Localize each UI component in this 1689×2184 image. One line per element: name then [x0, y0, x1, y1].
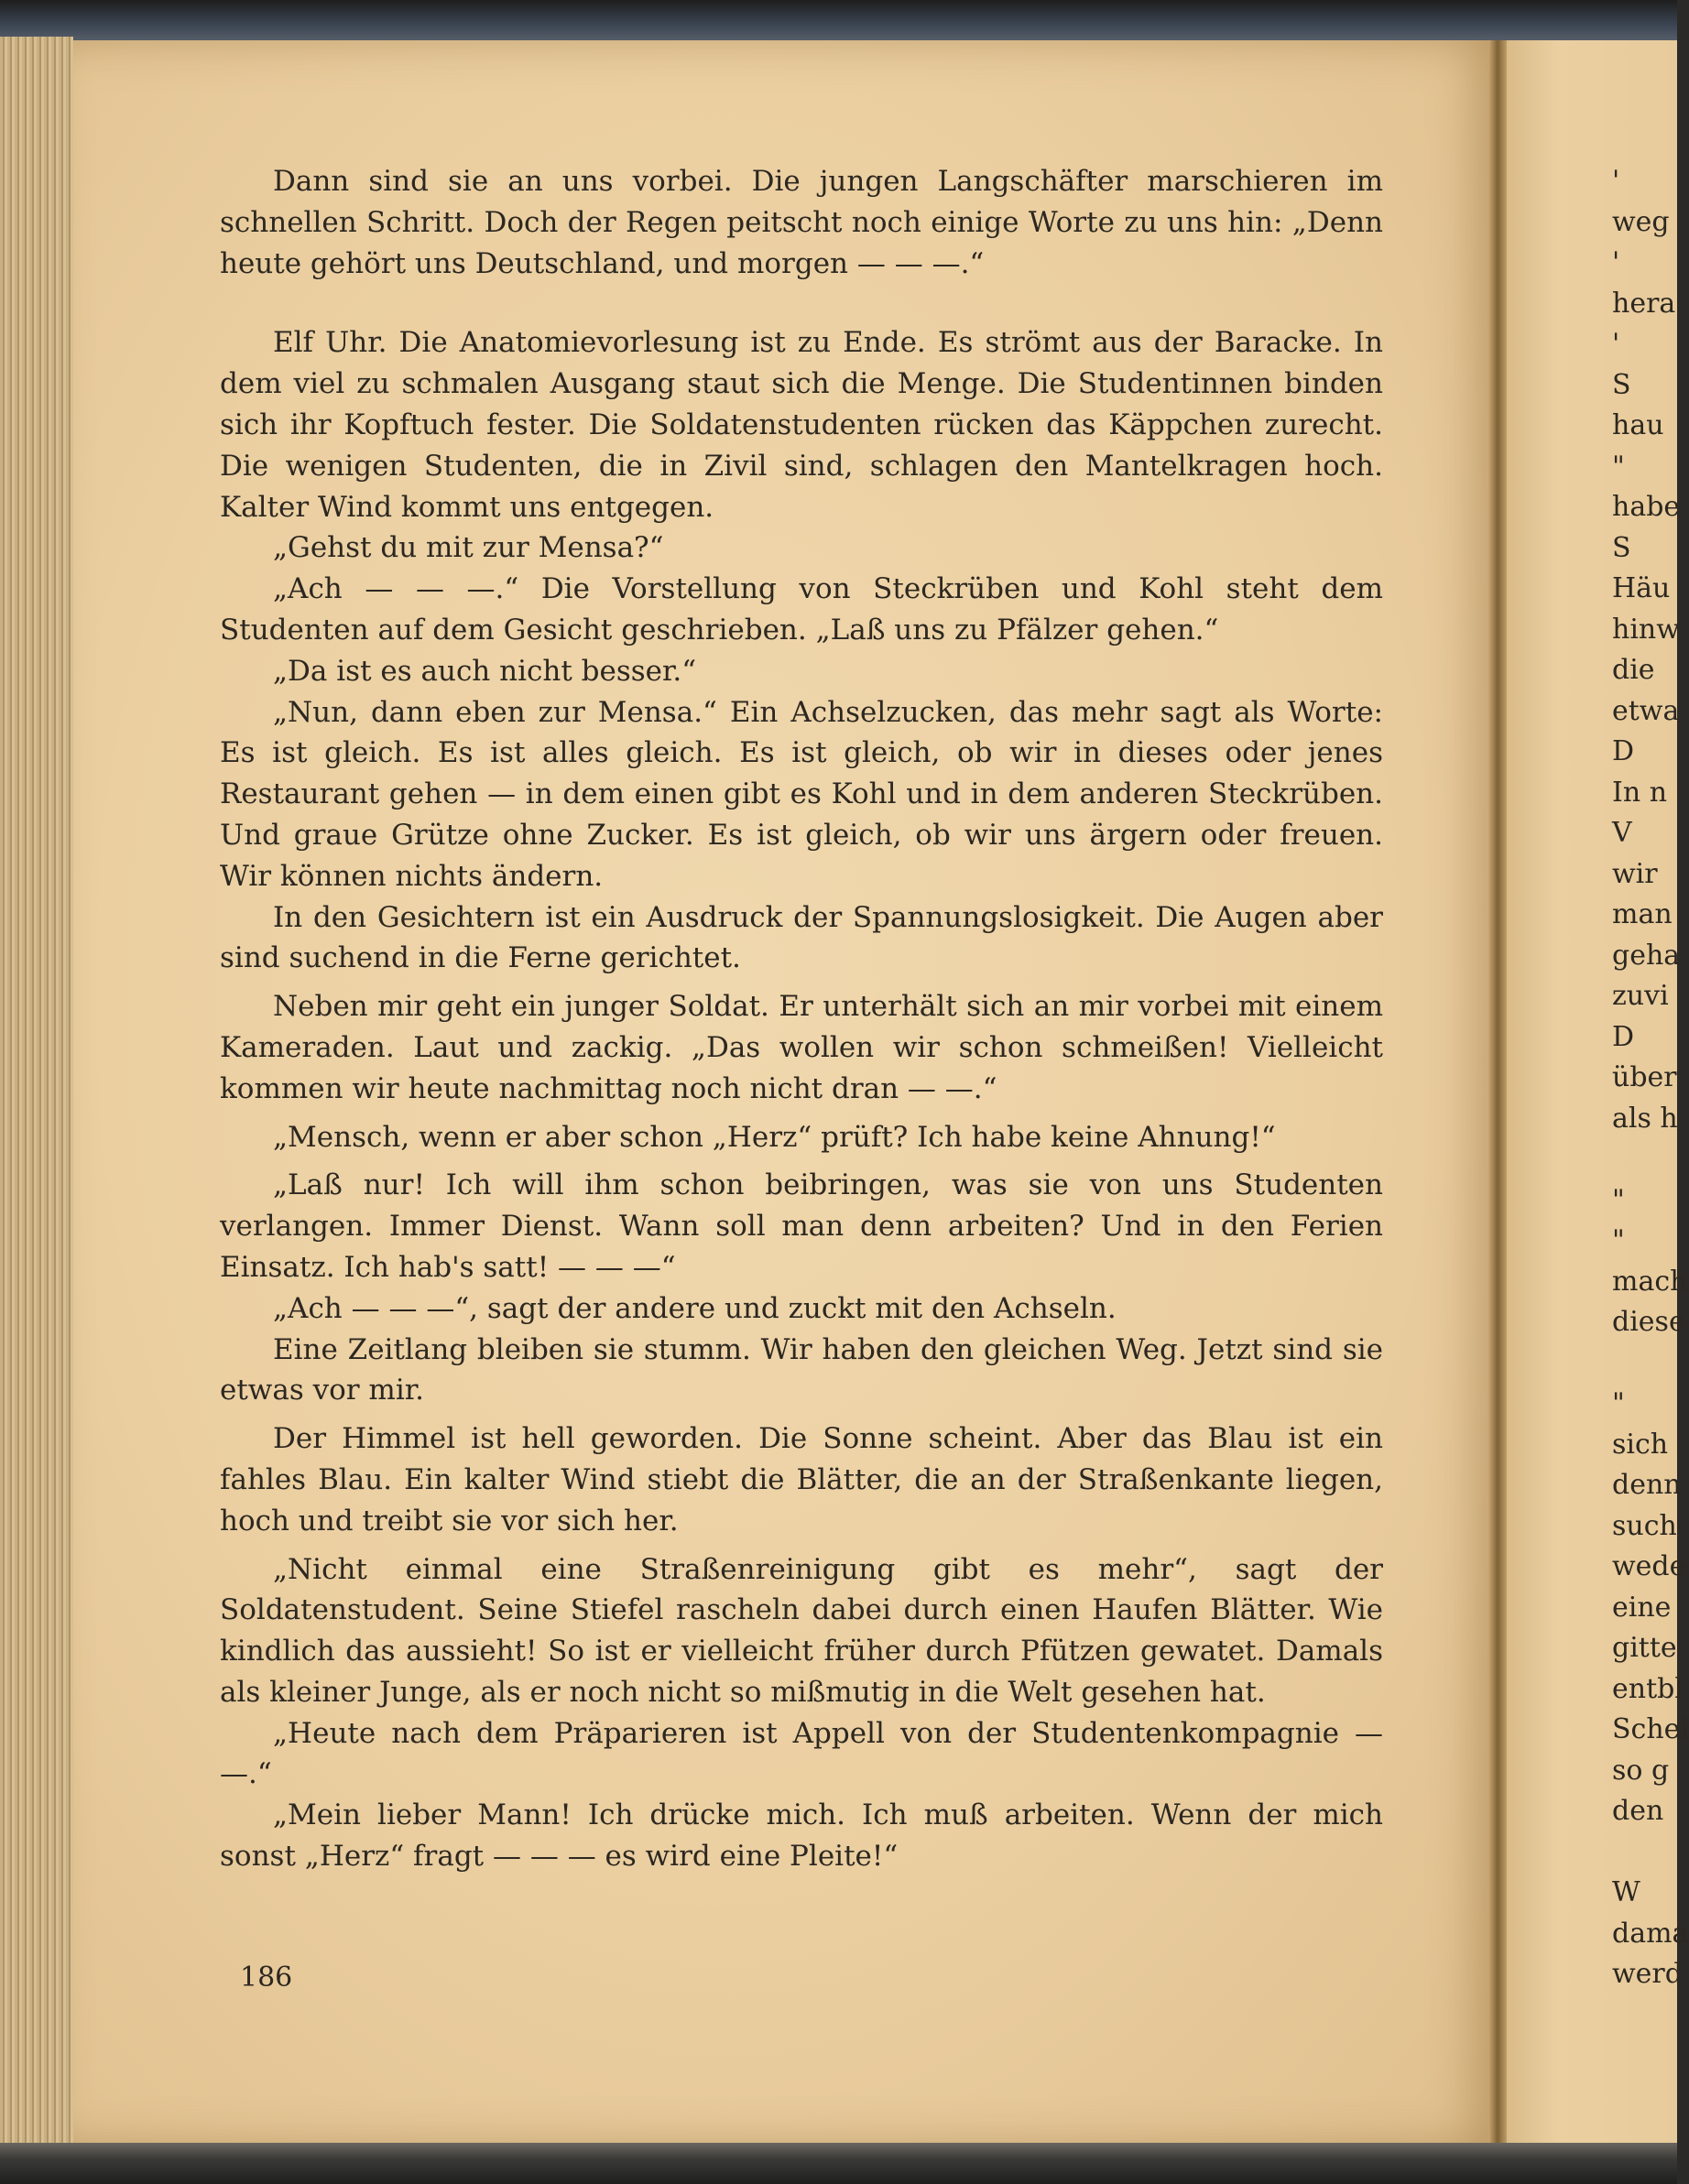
- paragraph: „Laß nur! Ich will ihm schon beibringen, was sie von uns Studenten verlangen. Immer Dienst. Wann soll man denn arbeiten? Und in den Ferien Einsatz. Ich hab's satt! — — —“: [220, 1168, 1383, 1284]
- facing-page-line: S: [1612, 531, 1631, 564]
- facing-page-line: mach: [1612, 1265, 1688, 1298]
- paragraph: Der Himmel ist hell geworden. Die Sonne scheint. Aber das Blau ist ein fahles Blau. Ein kalter Wind stiebt die Blätter, die an der Straßenkante liegen, hoch und treibt sie vor sich her.: [220, 1422, 1383, 1537]
- facing-page-line: V: [1612, 817, 1632, 849]
- facing-page-line: sich: [1612, 1428, 1669, 1461]
- facing-page-text-fragments: [1612, 161, 1689, 1995]
- facing-page-line: ": [1612, 450, 1625, 483]
- facing-page-line: ": [1612, 1387, 1625, 1419]
- scanner-top-edge: [0, 0, 1677, 44]
- facing-page-line: entbl: [1612, 1672, 1684, 1705]
- facing-page-line: etwa: [1612, 694, 1680, 727]
- facing-page-line: wede: [1612, 1550, 1686, 1582]
- scanner-bottom-edge: [0, 2143, 1677, 2184]
- facing-page-line: den: [1612, 1795, 1664, 1827]
- paragraph: „Ach — — —“, sagt der andere und zuckt mit den Achseln.: [273, 1291, 1117, 1325]
- facing-page-line: W: [1612, 1876, 1640, 1908]
- paragraph: In den Gesichtern ist ein Ausdruck der Spannungslosigkeit. Die Augen aber sind suchend in die Ferne gerichtet.: [220, 900, 1383, 975]
- facing-page-line: dama: [1612, 1917, 1689, 1950]
- paragraph: „Nun, dann eben zur Mensa.“ Ein Achselzucken, das mehr sagt als Worte: Es ist gleich. Es ist alles gleich. Es ist gleich, ob wir in dieses oder jenes Restaurant gehen — in dem einen gibt es Kohl und in dem anderen Steckrüben. Und graue Grütze ohne Zucker. Es ist gleich, ob wir uns ärgern oder freuen. Wir können nichts ändern.: [220, 695, 1383, 893]
- paragraph: Elf Uhr. Die Anatomievorlesung ist zu Ende. Es strömt aus der Baracke. In dem viel zu schmalen Ausgang staut sich die Menge. Die Studentinnen binden sich ihr Kopftuch fester. Die Soldatenstudenten rücken das Käppchen zurecht. Die wenigen Studenten, die in Zivil sind, schlagen den Mantelkragen hoch. Kalter Wind kommt uns entgegen.: [220, 326, 1383, 524]
- facing-page-line: über: [1612, 1061, 1677, 1093]
- facing-page-line: so g: [1612, 1754, 1670, 1787]
- facing-page-line: geha: [1612, 939, 1681, 972]
- facing-page-line: D: [1612, 735, 1635, 767]
- facing-page-line: such: [1612, 1509, 1677, 1542]
- paragraph: Neben mir geht ein junger Soldat. Er unterhält sich an mir vorbei mit einem Kameraden. Laut und zackig. „Das wollen wir schon schmeißen! Vielleicht kommen wir heute nachmittag noch nicht dran — —.“: [220, 990, 1383, 1105]
- facing-page-line: ': [1612, 246, 1620, 278]
- facing-page-line: In n: [1612, 776, 1668, 809]
- paragraph: „Da ist es auch nicht besser.“: [273, 654, 697, 688]
- paragraph: „Mein lieber Mann! Ich drücke mich. Ich muß arbeiten. Wenn der mich sonst „Herz“ fragt — — — es wird eine Pleite!“: [220, 1798, 1383, 1874]
- facing-page-line: [1612, 1832, 1677, 1874]
- facing-page-line: D: [1612, 1020, 1635, 1053]
- facing-page-line: werd: [1612, 1958, 1683, 1990]
- facing-page-line: [1612, 1343, 1677, 1385]
- paragraph: „Heute nach dem Präparieren ist Appell von der Studentenkompagnie — —.“: [220, 1716, 1383, 1791]
- paragraph: „Gehst du mit zur Mensa?“: [273, 531, 664, 565]
- facing-page-line: hera: [1612, 287, 1676, 320]
- facing-page-line: habe: [1612, 491, 1681, 523]
- facing-page-line: diese: [1612, 1306, 1685, 1338]
- paragraph: Eine Zeitlang bleiben sie stumm. Wir haben den gleichen Weg. Jetzt sind sie etwas vor mir.: [220, 1332, 1383, 1407]
- facing-page-line: zuvi: [1612, 980, 1669, 1012]
- book-page-edges: [0, 37, 73, 2184]
- facing-page-line: eine: [1612, 1591, 1672, 1624]
- facing-page-line: hau: [1612, 409, 1664, 441]
- facing-page-line: man: [1612, 898, 1673, 930]
- facing-page-line: gitte: [1612, 1632, 1677, 1664]
- facing-page-line: wir: [1612, 857, 1658, 890]
- paragraph: Dann sind sie an uns vorbei. Die jungen Langschäfter marschieren im schnellen Schritt. Doch der Regen peitscht noch einige Worte zu uns hin: „Denn heute gehört uns Deutschland, und morgen — — —.“: [220, 165, 1383, 280]
- paragraph: „Ach — — —.“ Die Vorstellung von Steckrüben und Kohl steht dem Studenten auf dem Gesicht geschrieben. „Laß uns zu Pfälzer gehen.“: [220, 572, 1383, 647]
- facing-page-line: Schei: [1612, 1713, 1689, 1745]
- facing-page-line: ': [1612, 165, 1620, 197]
- facing-page-line: hinw: [1612, 613, 1680, 646]
- page-body-text: [220, 161, 1383, 1877]
- facing-page-line: [1612, 1139, 1677, 1180]
- page-number: 186: [240, 1961, 293, 1994]
- facing-page-line: ': [1612, 328, 1620, 360]
- paragraph: „Nicht einmal eine Straßenreinigung gibt es mehr“, sagt der Soldatenstudent. Seine Stiefel rascheln dabei durch einen Haufen Blätter. Wie kindlich das aussieht! So ist er vielleicht früher durch Pfützen gewatet. Damals als kleiner Junge, als er noch nicht so mißmutig in die Welt gesehen hat.: [220, 1552, 1383, 1709]
- facing-page-line: weg: [1612, 205, 1670, 238]
- facing-page-line: ": [1612, 1224, 1625, 1256]
- facing-page-line: die: [1612, 654, 1655, 686]
- book-gutter: [1488, 40, 1507, 2146]
- facing-page-line: denn: [1612, 1469, 1682, 1501]
- facing-page-line: Häu: [1612, 572, 1671, 604]
- paragraph: „Mensch, wenn er aber schon „Herz“ prüft? Ich habe keine Ahnung!“: [273, 1120, 1276, 1154]
- facing-page-line: als h: [1612, 1102, 1678, 1135]
- facing-page-line: ": [1612, 1183, 1625, 1216]
- facing-page-line: S: [1612, 368, 1631, 401]
